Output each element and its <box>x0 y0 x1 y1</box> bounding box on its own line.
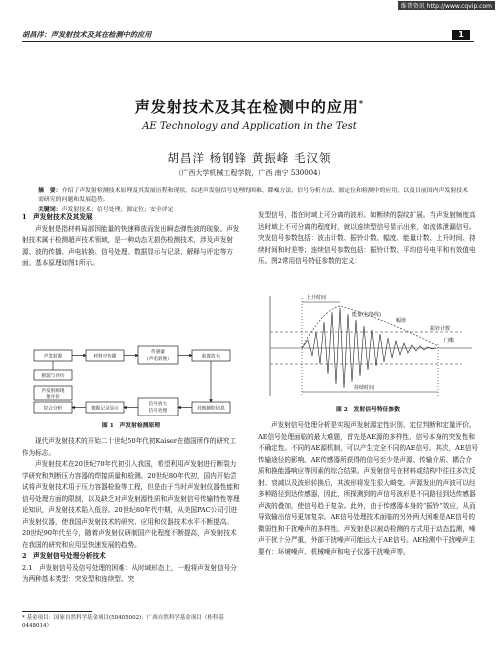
history-paragraph-1: 现代声发射技术的开始二十世纪50年代初Kaiser在德国所作的研究工作为标志。 <box>22 437 237 457</box>
fig1-label-analysis: 综合分析 <box>43 406 63 412</box>
signal-types-paragraph: 发型信号，指在时域上可分离的波形。如断续的裂纹扩展。当声发射频度高达时域上不可分离的程度时，就以连续型信号显示出来，如流体泄漏信号。突发信号参数包括：波击计数、振铃计数、幅度、能量计数、上升时间、持续时间和时差等；连续信号参数包括：振铃计数、平均信号电平和有效值电压。图2常用信号特征参数的定义： <box>258 211 476 265</box>
page-number: 1 <box>452 30 470 40</box>
fig1-label-record: 数据记录显示 <box>91 406 119 412</box>
label-envelope: 能量(包络线) <box>352 312 381 318</box>
footnote-rule <box>22 611 92 612</box>
fig1-label-signal-2: 信号处理 <box>148 409 168 414</box>
fig1-label-sensor-2: （声电转换） <box>144 357 172 362</box>
figure-2-caption: 图 2 发射信号特征参数 <box>335 407 401 413</box>
fig1-label-source-eval-1: 声发射源现 <box>41 389 65 394</box>
section-2-1-paragraph: 2.1 声发射信号及信号处理的困难：从时域形态上，一般将声发射信号分为两种基本类型：突发型和连续型。突 <box>22 563 237 583</box>
section-1-heading: 1 声发射技术及其发展 <box>22 213 93 221</box>
fig1-label-source: 声发射源 <box>43 354 63 360</box>
fig1-label-propagation: 材料中传播 <box>93 354 117 360</box>
fig1-label-aux: 其他辅助信息 <box>197 406 225 412</box>
header-rule <box>22 41 474 42</box>
section-1-paragraph: 声发射是指材料局部因能量的快速释放而发出瞬态弹性波的现象。声发射技术属于检测超声技术领域，是一种动态无损伤检测技术，涉及声发射源、波的传播、声电转换、信号处理、数据显示与记录、解释与评定等方面。基本原理如图1所示。 <box>22 224 240 267</box>
fig1-label-preamp: 前置放大 <box>201 354 221 360</box>
figure-2-waveform <box>262 288 476 400</box>
right-column-top <box>258 210 478 268</box>
fig1-label-fracture: 断裂与评价 <box>41 374 65 379</box>
label-threshold: 门槛 <box>444 338 455 344</box>
fig1-label-signal-1: 信号放大 <box>148 402 168 407</box>
left-column-top <box>22 212 240 270</box>
figure-1-caption: 图 1 声发射检测原理 <box>101 423 161 429</box>
fig1-label-sensor-1: 传感器 <box>151 350 165 355</box>
left-column-bottom <box>22 436 240 586</box>
signal-processing-paragraph: 声发射信号处理分析是实现声发射源定性识别、定位判断和定量评价。AE信号处理面临的最大难题，首先是AE源的多样性、信号本身的突发性和不确定性。不同的AE源机制，可以产生完全不同的AE信号。其次，AE信号传输途径的影响。AE传感器所获得的信号至少是声源、传输介质、耦合介质和换能器响应等因素的综合结果。声发射信号在材料或结构中往往多次反射、衰减以及波形转换后，其波形将发生很大畸变。声源发出的声波可以经多种路径到达传感器，因此，所探测到的声信号波形是不同路径到达传感器声波的叠加，使信号趋于复杂。此外，由于传感器本身的“振铃”效应，从而导致输出信号更加复杂。AE信号处理技术面临的另外两大困难是AE信号的微弱性和干扰噪声的多样性。声发射是以被动检测的方式用于动态监测，噪声干扰十分严重，外部干扰噪声可能远大于AE信号。AE检测中干扰噪声主要有：环境噪声、机械噪声和电子仪器干扰噪声等。 <box>258 421 478 556</box>
paper-title: 声发射技术及其在检测中的应用* <box>134 98 365 116</box>
section-2-heading: 2 声发射信号处理分析技术 <box>22 552 106 560</box>
figure-1-diagram <box>30 340 235 416</box>
history-paragraph-2: 声发射技术在20世纪70年代初引入我国，希望利用声发射进行断裂力学研究和判断压力容器的焊接质量和检测。20世纪80年代初，国内开始尝试将声发射技术用于压力容器检验等工程，但是由于当时声发射仪器性能和信号处理方面的限制，以及缺乏对声发射源性质和声发射信号传输特性等理论知识，声发射技术陷入低谷。20世纪80年代中期，从美国PAC公司引进声发射仪器，使我国声发射技术的研究、应用和仪器技术水平不断提高。20世纪90年代至今，随着声发射仪研制国产化程度不断提高，声发射技术在我国的研究和应用呈快速发展的趋势。 <box>22 460 240 549</box>
keywords: 关键词：声发射技术；信号处理；源定位；安全评定 <box>38 206 174 213</box>
footnote: * 基金项目：国家自然科学基金项目(50405002)；广西自然科学基金项目（桂科基 0448014） <box>22 615 224 629</box>
english-title: AE Technology and Application in the Test <box>142 121 357 132</box>
right-column-bottom <box>258 420 478 558</box>
affiliation: （广西大学机械工程学院，广西 南宁 530004） <box>174 169 325 177</box>
watermark: 维普资讯 http://www.cqvip.com <box>398 1 495 10</box>
running-header: 胡昌洋：声发射技术及其在检测中的应用 <box>22 30 152 39</box>
authors: 胡昌洋 杨钢锋 黄振峰 毛汉领 <box>167 151 332 165</box>
label-duration: 持续时间 <box>354 385 375 391</box>
label-rise-time: 上升时间 <box>306 295 327 301</box>
abstract: 摘 要：介绍了声发射检测技术原理及其发展历程和现状，综述声发射信号处理的困难、降噪方法、信号分析方法、源定位和检测中的应用，以及目前国内声发射技术需研究的问题和发展趋势。 <box>38 187 469 203</box>
label-ring-count: 振铃计数 <box>430 326 451 332</box>
fig1-label-source-eval-2: 象评价 <box>46 395 60 400</box>
label-amplitude: 幅值 <box>396 318 407 324</box>
